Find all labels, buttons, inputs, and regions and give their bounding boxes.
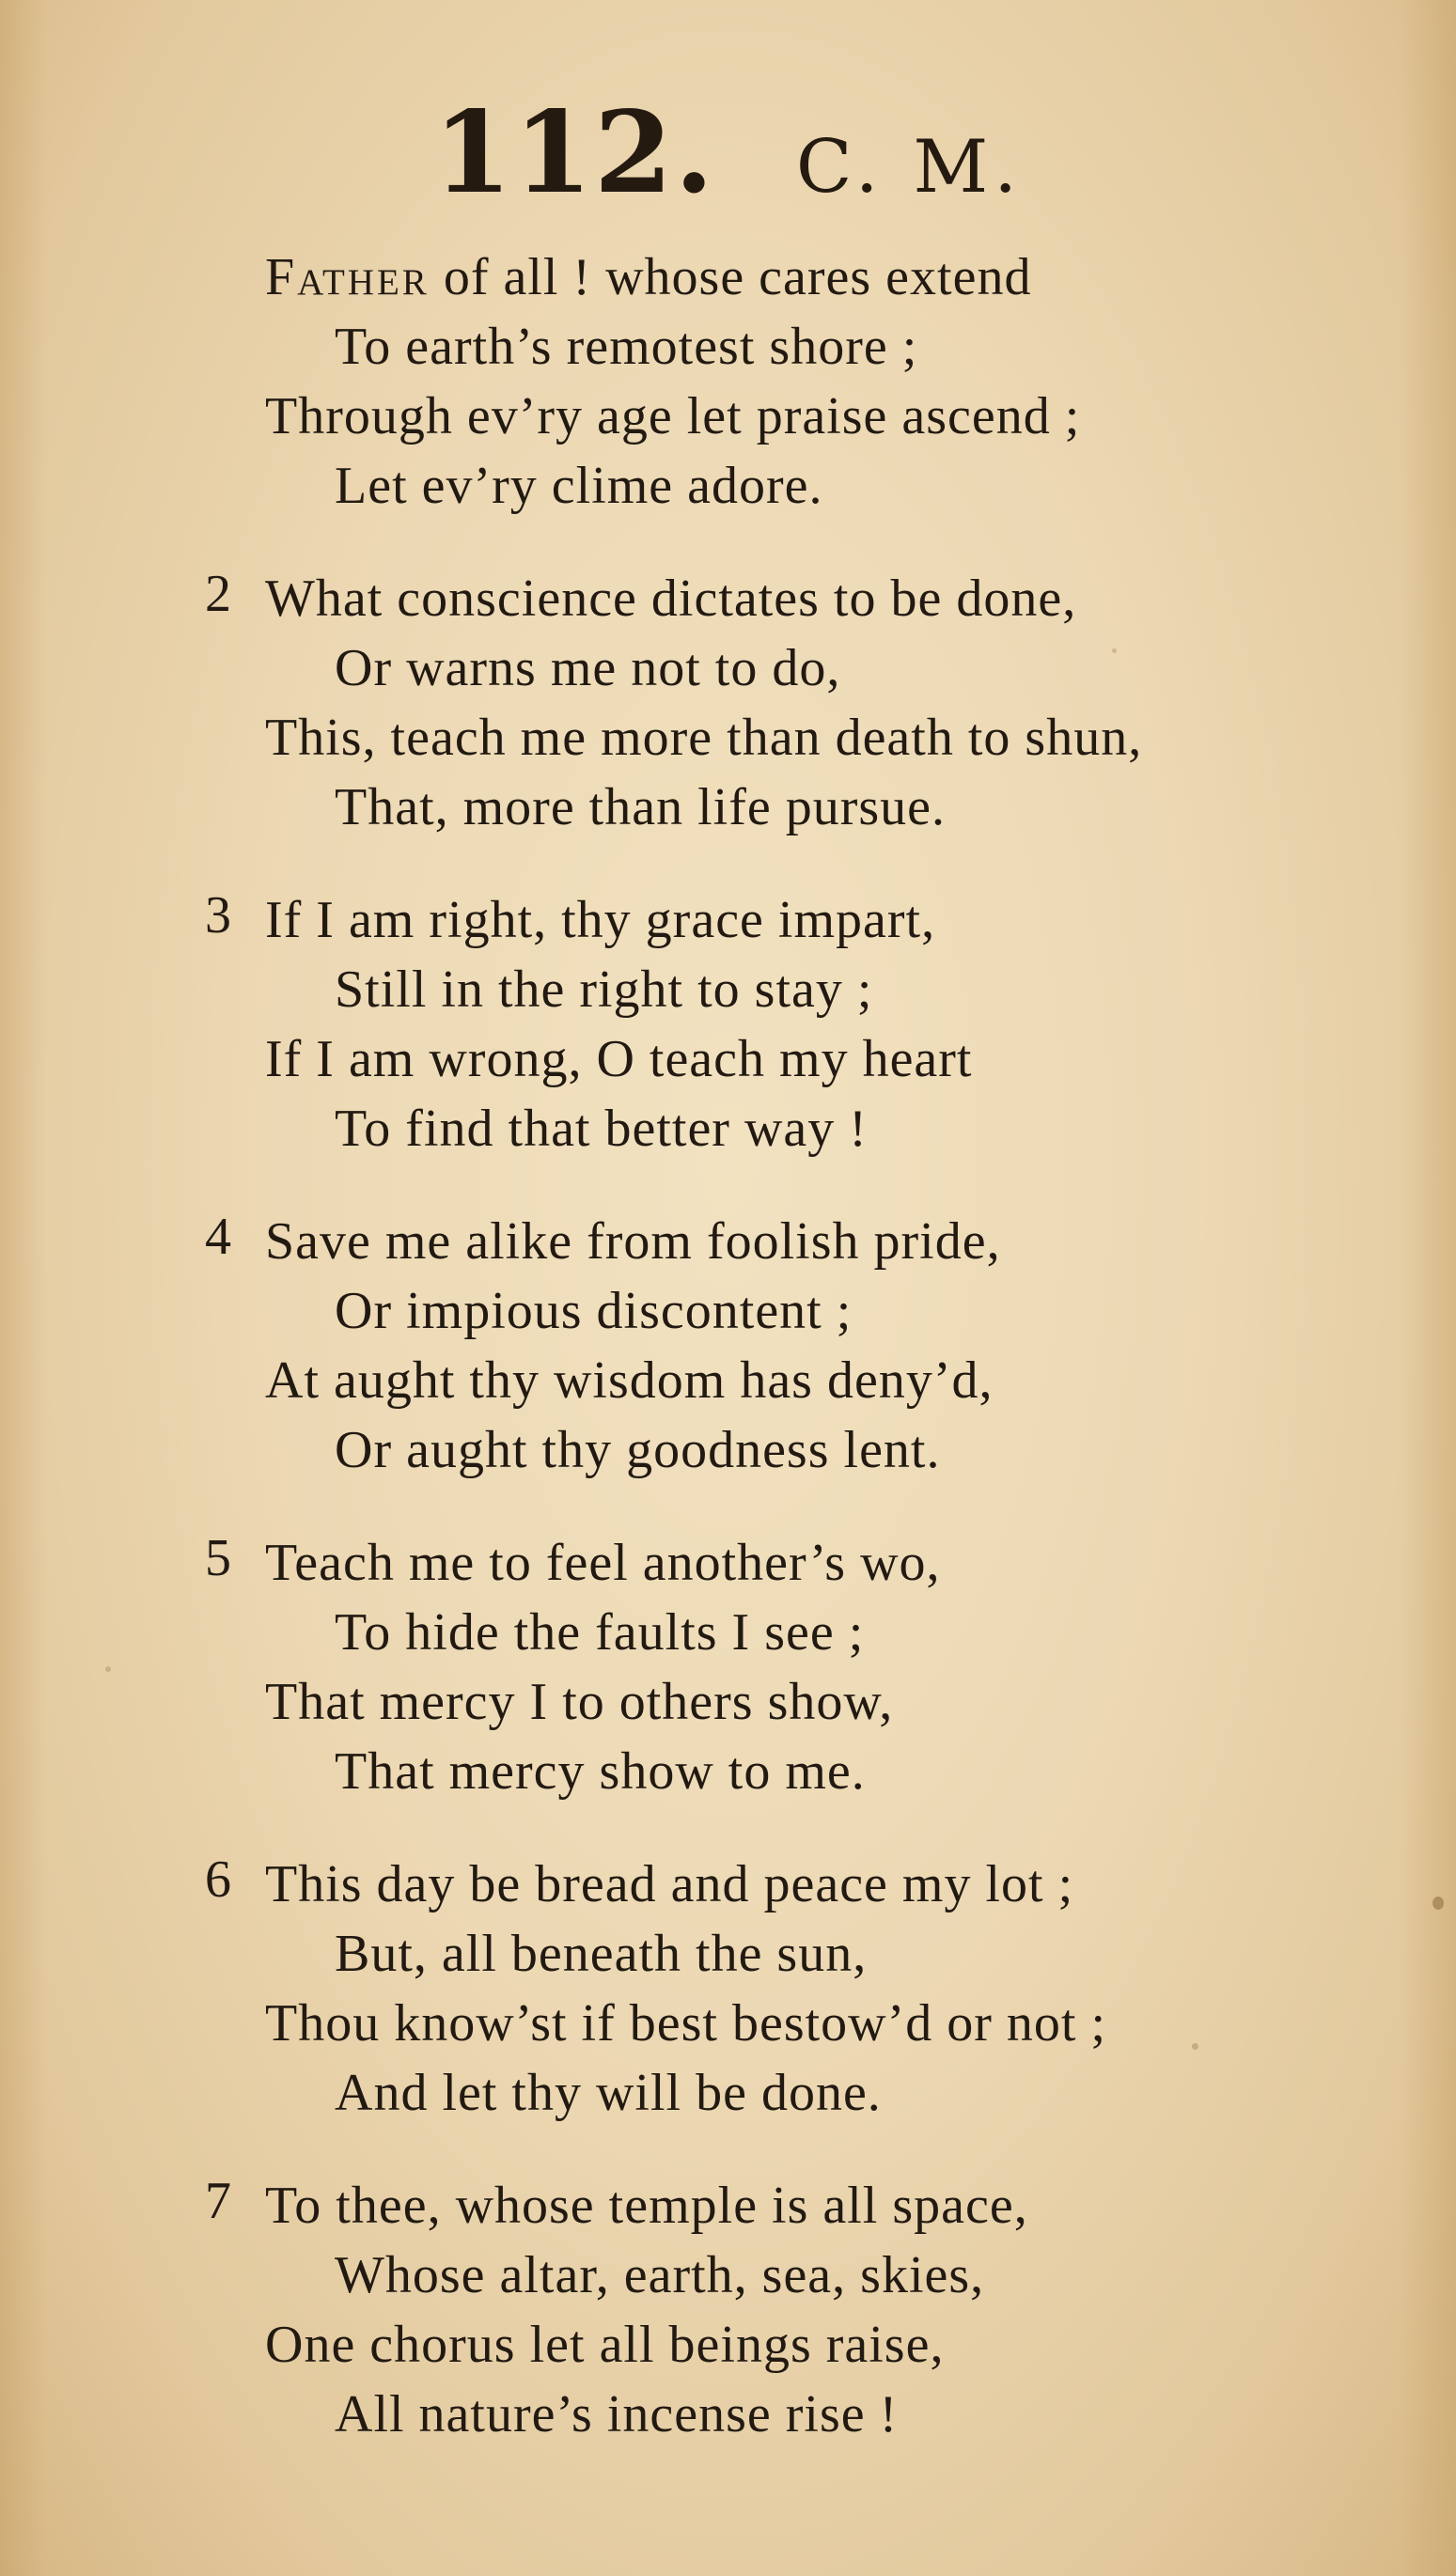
stanza-3	[207, 885, 1391, 1163]
stanza-line: That mercy I to others show,	[265, 1673, 894, 1731]
stanza-line: And let thy will be done.	[335, 2064, 882, 2122]
stanza-line: Or warns me not to do,	[335, 639, 841, 697]
paper-speck	[1433, 1897, 1444, 1910]
page-edge-shadow-left	[0, 0, 47, 2576]
stanza-number: 6	[205, 1850, 231, 1909]
stanza-line: If I am wrong, O teach my heart	[265, 1030, 973, 1088]
page-edge-shadow-right	[1400, 0, 1456, 2576]
stanza-line: Let ev’ry clime adore.	[335, 457, 823, 515]
hymn-text	[207, 242, 1391, 2492]
stanza-7	[207, 2171, 1391, 2449]
stanza-line: This day be bread and peace my lot ;	[265, 1855, 1074, 1913]
stanza-line: What conscience dictates to be done,	[265, 570, 1077, 628]
stanza-line: This, teach me more than death to shun,	[265, 709, 1143, 767]
stanza-line: To thee, whose temple is all space,	[265, 2177, 1028, 2235]
stanza-line: Or aught thy goodness lent.	[335, 1421, 941, 1479]
stanza-line: That mercy show to me.	[335, 1742, 866, 1801]
stanza-2	[207, 564, 1391, 842]
stanza-line: But, all beneath the sun,	[335, 1925, 868, 1983]
stanza-number: 3	[205, 886, 231, 945]
stanza-line: To earth’s remotest shore ;	[335, 318, 918, 376]
stanza-number: 5	[205, 1529, 231, 1587]
stanza-line: That, more than life pursue.	[335, 778, 947, 836]
stanza-line	[207, 242, 1391, 312]
opening-word: Father	[265, 248, 430, 306]
stanza-line: Teach me to feel another’s wo,	[265, 1534, 941, 1592]
stanza-number: 2	[205, 565, 231, 623]
stanza-line: All nature’s incense rise !	[335, 2385, 899, 2443]
stanza-5	[207, 1528, 1391, 1806]
stanza-1	[207, 242, 1391, 521]
stanza-line: Save me alike from foolish pride,	[265, 1212, 1001, 1271]
stanza-6	[207, 1850, 1391, 2128]
stanza-line: Through ev’ry age let praise ascend ;	[265, 387, 1081, 445]
stanza-line: Still in the right to stay ;	[335, 960, 873, 1019]
stanza-4	[207, 1207, 1391, 1485]
stanza-line: At aught thy wisdom has deny’d,	[265, 1351, 994, 1410]
stanza-line: To hide the faults I see ;	[335, 1603, 865, 1662]
stanza-number: 4	[205, 1208, 231, 1266]
stanza-line: One chorus let all beings raise,	[265, 2316, 945, 2374]
hymn-number: 112.	[433, 86, 716, 219]
stanza-line: Whose altar, earth, sea, skies,	[335, 2246, 985, 2304]
hymn-header	[0, 86, 1456, 219]
hymn-meter: C. M.	[795, 125, 1023, 210]
stanza-line: Or impious discontent ;	[335, 1282, 853, 1340]
stanza-line: To find that better way !	[335, 1100, 868, 1158]
stanza-line: Thou know’st if best bestow’d or not ;	[265, 1994, 1107, 2053]
first-line-rest: of all ! whose cares extend	[429, 248, 1032, 306]
stanza-number: 7	[205, 2172, 231, 2230]
paper-speck	[105, 1666, 111, 1672]
stanza-line: If I am right, thy grace impart,	[265, 891, 936, 949]
